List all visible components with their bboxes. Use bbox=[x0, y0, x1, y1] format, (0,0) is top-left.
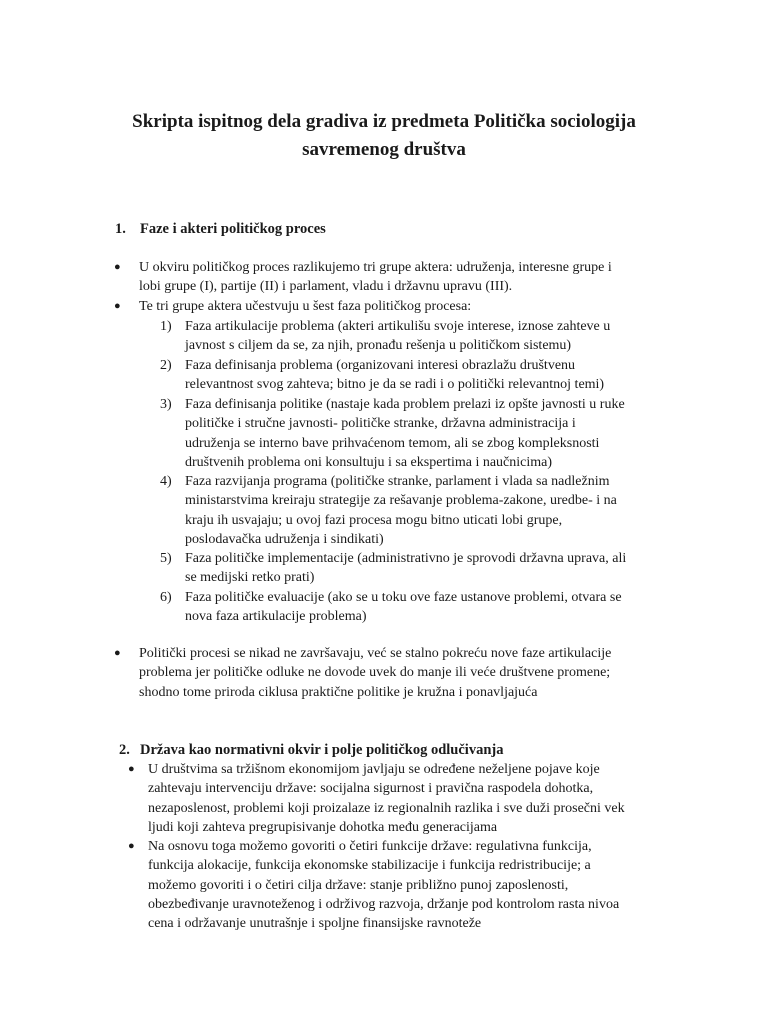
bullet-paragraph-line: Politički procesi se nikad ne završavaju, već se stalno pokreću nove faze artikulacije bbox=[139, 646, 612, 661]
bullet-icon: ● bbox=[128, 763, 135, 775]
bullet-paragraph-line: U okviru političkog proces razlikujemo tri grupe aktera: udruženja, interesne grupe i bbox=[139, 260, 612, 275]
phase-number: 6) bbox=[160, 590, 172, 605]
phase-number: 2) bbox=[160, 358, 172, 373]
phase-number: 3) bbox=[160, 397, 172, 412]
phase-text-line: udruženja se interno bave prihvaćenom temom, ali se zbog kompleksnosti bbox=[185, 435, 600, 451]
phase-text-line: Faza političke implementacije (administrativno je sprovodi državna uprava, ali bbox=[185, 551, 627, 566]
bullet-icon: ● bbox=[128, 840, 135, 852]
phase-number: 4) bbox=[160, 474, 172, 489]
bullet-paragraph-line: problema jer političke odluke ne dovode uvek do manje ili veće društvene promene; bbox=[139, 665, 611, 681]
phase-text-line: javnost s ciljem da se, za njih, pronađu rešenja u političkom sistemu) bbox=[185, 338, 572, 354]
bullet-paragraph-line: obezbeđivanje uravnoteženog i održivog razvoja, držanje pod kontrolom rasta nivoa bbox=[148, 896, 620, 912]
section-number: 2. bbox=[119, 742, 130, 758]
section-heading: Faze i akteri političkog proces bbox=[140, 221, 326, 237]
bullet-paragraph-line: Na osnovu toga možemo govoriti o četiri funkcije države: regulativna funkcija, bbox=[148, 839, 592, 854]
phase-text-line: Faza definisanja politike (nastaje kada problem prelazi iz opšte javnosti u ruke bbox=[185, 397, 625, 412]
phase-text-line: nova faza artikulacije problema) bbox=[185, 609, 367, 625]
phase-text-line: Faza političke evaluacije (ako se u toku ove faze ustanove problemi, otvara se bbox=[185, 590, 622, 605]
page-title bbox=[80, 108, 688, 164]
phase-text-line: Faza razvijanja programa (političke stranke, parlament i vlada sa nadležnim bbox=[185, 474, 610, 489]
phase-text-line: relevantnost svog zahteva; bitno je da se radi i o politički relevantnoj temi) bbox=[185, 377, 605, 393]
phase-number: 5) bbox=[160, 551, 172, 566]
phase-text-line: se medijski retko prati) bbox=[185, 570, 315, 586]
bullet-paragraph-line: cena i održavanje unutrašnje i spoljne finansijske ravnoteže bbox=[148, 916, 482, 932]
phase-text-line: političke i stručne javnosti- političke stranke, državna administracija i bbox=[185, 416, 576, 432]
bullet-paragraph-line: U društvima sa tržišnom ekonomijom javljaju se određene neželjene pojave koje bbox=[148, 762, 600, 777]
phase-number: 1) bbox=[160, 319, 172, 334]
phase-text-line: kraju ih usvajaju; u ovoj fazi procesa mogu bitno uticati lobi grupe, bbox=[185, 512, 563, 528]
title-line-2: savremenog društva bbox=[302, 139, 466, 160]
phase-text-line: poslodavačka udruženja i sindikati) bbox=[185, 531, 384, 547]
phase-text-line: ministarstvima kreiraju strategije za rešavanje problema-zakone, uredbe- i na bbox=[185, 493, 617, 509]
bullet-paragraph-line: nezaposlenost, problemi koji proizalaze iz regionalnih razlika i sve duži prosečni vek bbox=[148, 800, 625, 816]
phase-text-line: društvenih problema oni konsultuju i sa ekspertima i naučnicima) bbox=[185, 454, 553, 470]
bullet-paragraph-line: Te tri grupe aktera učestvuju u šest faza političkog procesa: bbox=[139, 299, 472, 314]
phase-text-line: Faza artikulacije problema (akteri artikulišu svoje interese, iznose zahteve u bbox=[185, 319, 611, 334]
bullet-icon: ● bbox=[114, 647, 121, 659]
phase-text-line: Faza definisanja problema (organizovani interesi obrazlažu društvenu bbox=[185, 358, 576, 373]
bullet-paragraph-line: shodno tome priroda ciklusa praktične politike je kružna i ponavljajuća bbox=[139, 684, 538, 700]
title-line-1: Skripta ispitnog dela gradiva iz predmeta Politička sociologija bbox=[132, 111, 636, 132]
bullet-icon: ● bbox=[114, 261, 121, 273]
section-number: 1. bbox=[115, 221, 126, 237]
bullet-paragraph-line: ljudi koji zahteva pregrupisivanje dohotka među generacijama bbox=[148, 819, 498, 835]
bullet-icon: ● bbox=[114, 300, 121, 312]
bullet-paragraph-line: lobi grupe (I), partije (II) i parlament, vladu i državnu upravu (III). bbox=[139, 279, 513, 295]
bullet-paragraph-line: zahtevaju intervenciju države: socijalna sigurnost i pravična raspodela dohotka, bbox=[148, 781, 594, 797]
section-heading: Država kao normativni okvir i polje političkog odlučivanja bbox=[140, 742, 504, 758]
bullet-paragraph-line: možemo govoriti i o četiri cilja države: stanje približno punoj zaposlenosti, bbox=[148, 877, 569, 893]
bullet-paragraph-line: funkcija alokacije, funkcija ekonomske stabilizacije i funkcija redristribucije; a bbox=[148, 858, 591, 874]
